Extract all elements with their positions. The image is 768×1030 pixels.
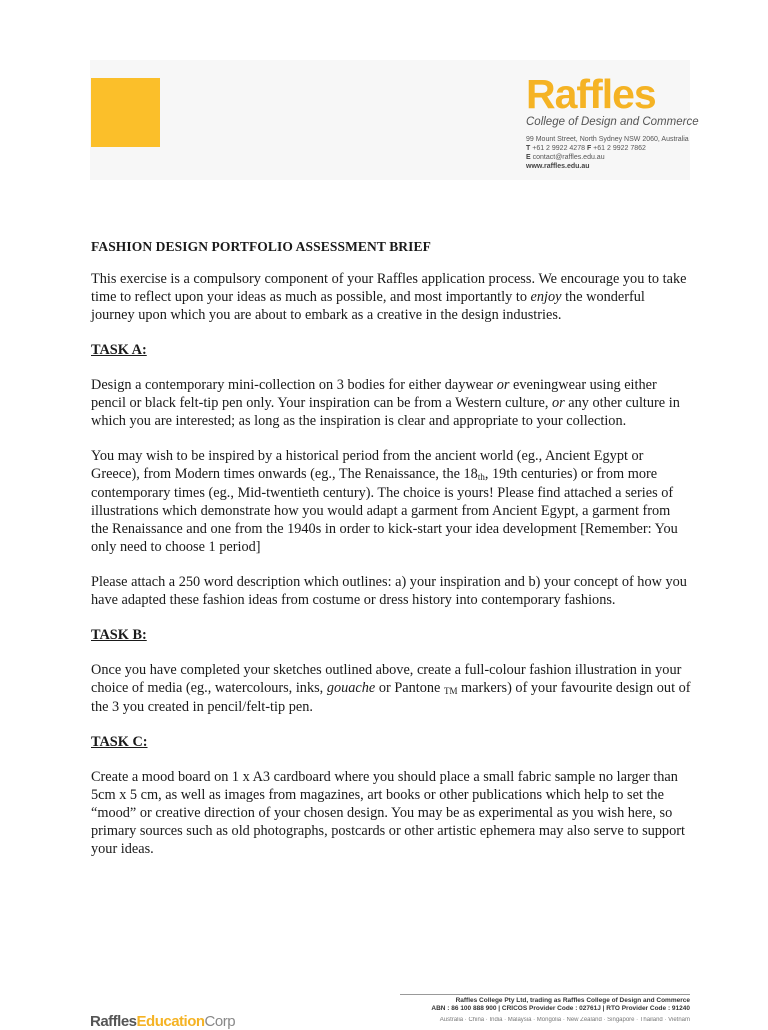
brand-contact bbox=[526, 135, 726, 171]
footer-legal-line-1: Raffles College Pty Ltd, trading as Raffles College of Design and Commerce bbox=[455, 997, 690, 1004]
letterhead-brand bbox=[526, 71, 726, 171]
address-line: 99 Mount Street, North Sydney NSW 2060, Australia bbox=[526, 136, 689, 143]
email-line: E contact@raffles.edu.au bbox=[526, 154, 605, 161]
brand-name: Raffles bbox=[526, 71, 656, 117]
task-a-heading: TASK A: bbox=[91, 342, 147, 358]
footer-brand-logo: RafflesEducationCorp bbox=[90, 1013, 236, 1030]
footer-legal-line-2: ABN : 86 100 888 900 | CRICOS Provider Code : 02761J | RTO Provider Code : 91240 bbox=[431, 1005, 690, 1012]
footer-countries: Australia · China · India · Malaysia · Mongolia · New Zealand · Singapore · Thailand · Vietnam bbox=[439, 1017, 690, 1023]
logo-square-graphic bbox=[91, 78, 160, 147]
task-c-heading: TASK C: bbox=[91, 734, 148, 750]
footer-legal bbox=[395, 997, 690, 1013]
intro-paragraph: This exercise is a compulsory component of your Raffles application process. We encourage you to take time to reflect upon your ideas as much as possible, and most importantly to enjoy the wonderful journey upon which you are about to embark as a creative in the design industries. bbox=[91, 271, 687, 323]
task-c-paragraph: Create a mood board on 1 x A3 cardboard where you should place a small fabric sample no larger than 5cm x 5 cm, as well as images from magazines, art books or other publications which help to set the “mood” or creative direction of your chosen design. You may be as experimental as you wish here, so primary sources such as old photographs, postcards or other artistic ephemera may also serve to support your ideas. bbox=[91, 769, 685, 857]
document-title: FASHION DESIGN PORTFOLIO ASSESSMENT BRIEF bbox=[91, 239, 431, 254]
task-b-paragraph: Once you have completed your sketches outlined above, create a full-colour fashion illustration in your choice of media (eg., watercolours, inks, gouache or Pantone TM markers) of your favourite design out of the 3 you created in pencil/felt-tip pen. bbox=[91, 662, 691, 715]
phone-fax-line: T +61 2 9922 4278 F +61 2 9922 7862 bbox=[526, 145, 646, 152]
brand-subtitle: College of Design and Commerce bbox=[526, 116, 699, 128]
email-link[interactable]: contact@raffles.edu.au bbox=[532, 154, 605, 161]
website-link[interactable]: www.raffles.edu.au bbox=[526, 163, 590, 170]
task-a-paragraph-2: You may wish to be inspired by a historical period from the ancient world (eg., Ancient Egypt or Greece), from Modern times onwards (eg., The Renaissance, the 18th, 19th centuries) or from more contemporary times (eg., Mid-twentieth century). The choice is yours! Please find attached a series of illustrations which demonstrate how you would adapt a garment from Ancient Egypt, a garment from the Renaissance and one from the 1940s in order to kick-start your idea development [Remember: You only need to choose 1 period] bbox=[91, 448, 678, 555]
footer-divider bbox=[400, 994, 690, 995]
document-body bbox=[91, 238, 691, 875]
task-b-heading: TASK B: bbox=[91, 627, 147, 643]
task-a-paragraph-3: Please attach a 250 word description which outlines: a) your inspiration and b) your concept of how you have adapted these fashion ideas from costume or dress history into contemporary fashions. bbox=[91, 574, 687, 608]
phone: +61 2 9922 4278 bbox=[532, 145, 585, 152]
fax: +61 2 9922 7862 bbox=[593, 145, 646, 152]
task-a-paragraph-1: Design a contemporary mini-collection on 3 bodies for either daywear or eveningwear using either pencil or black felt-tip pen only. Your inspiration can be from a Western culture, or any other culture in which you are interested; as long as the inspiration is clear and appropriate to your collection. bbox=[91, 377, 680, 429]
